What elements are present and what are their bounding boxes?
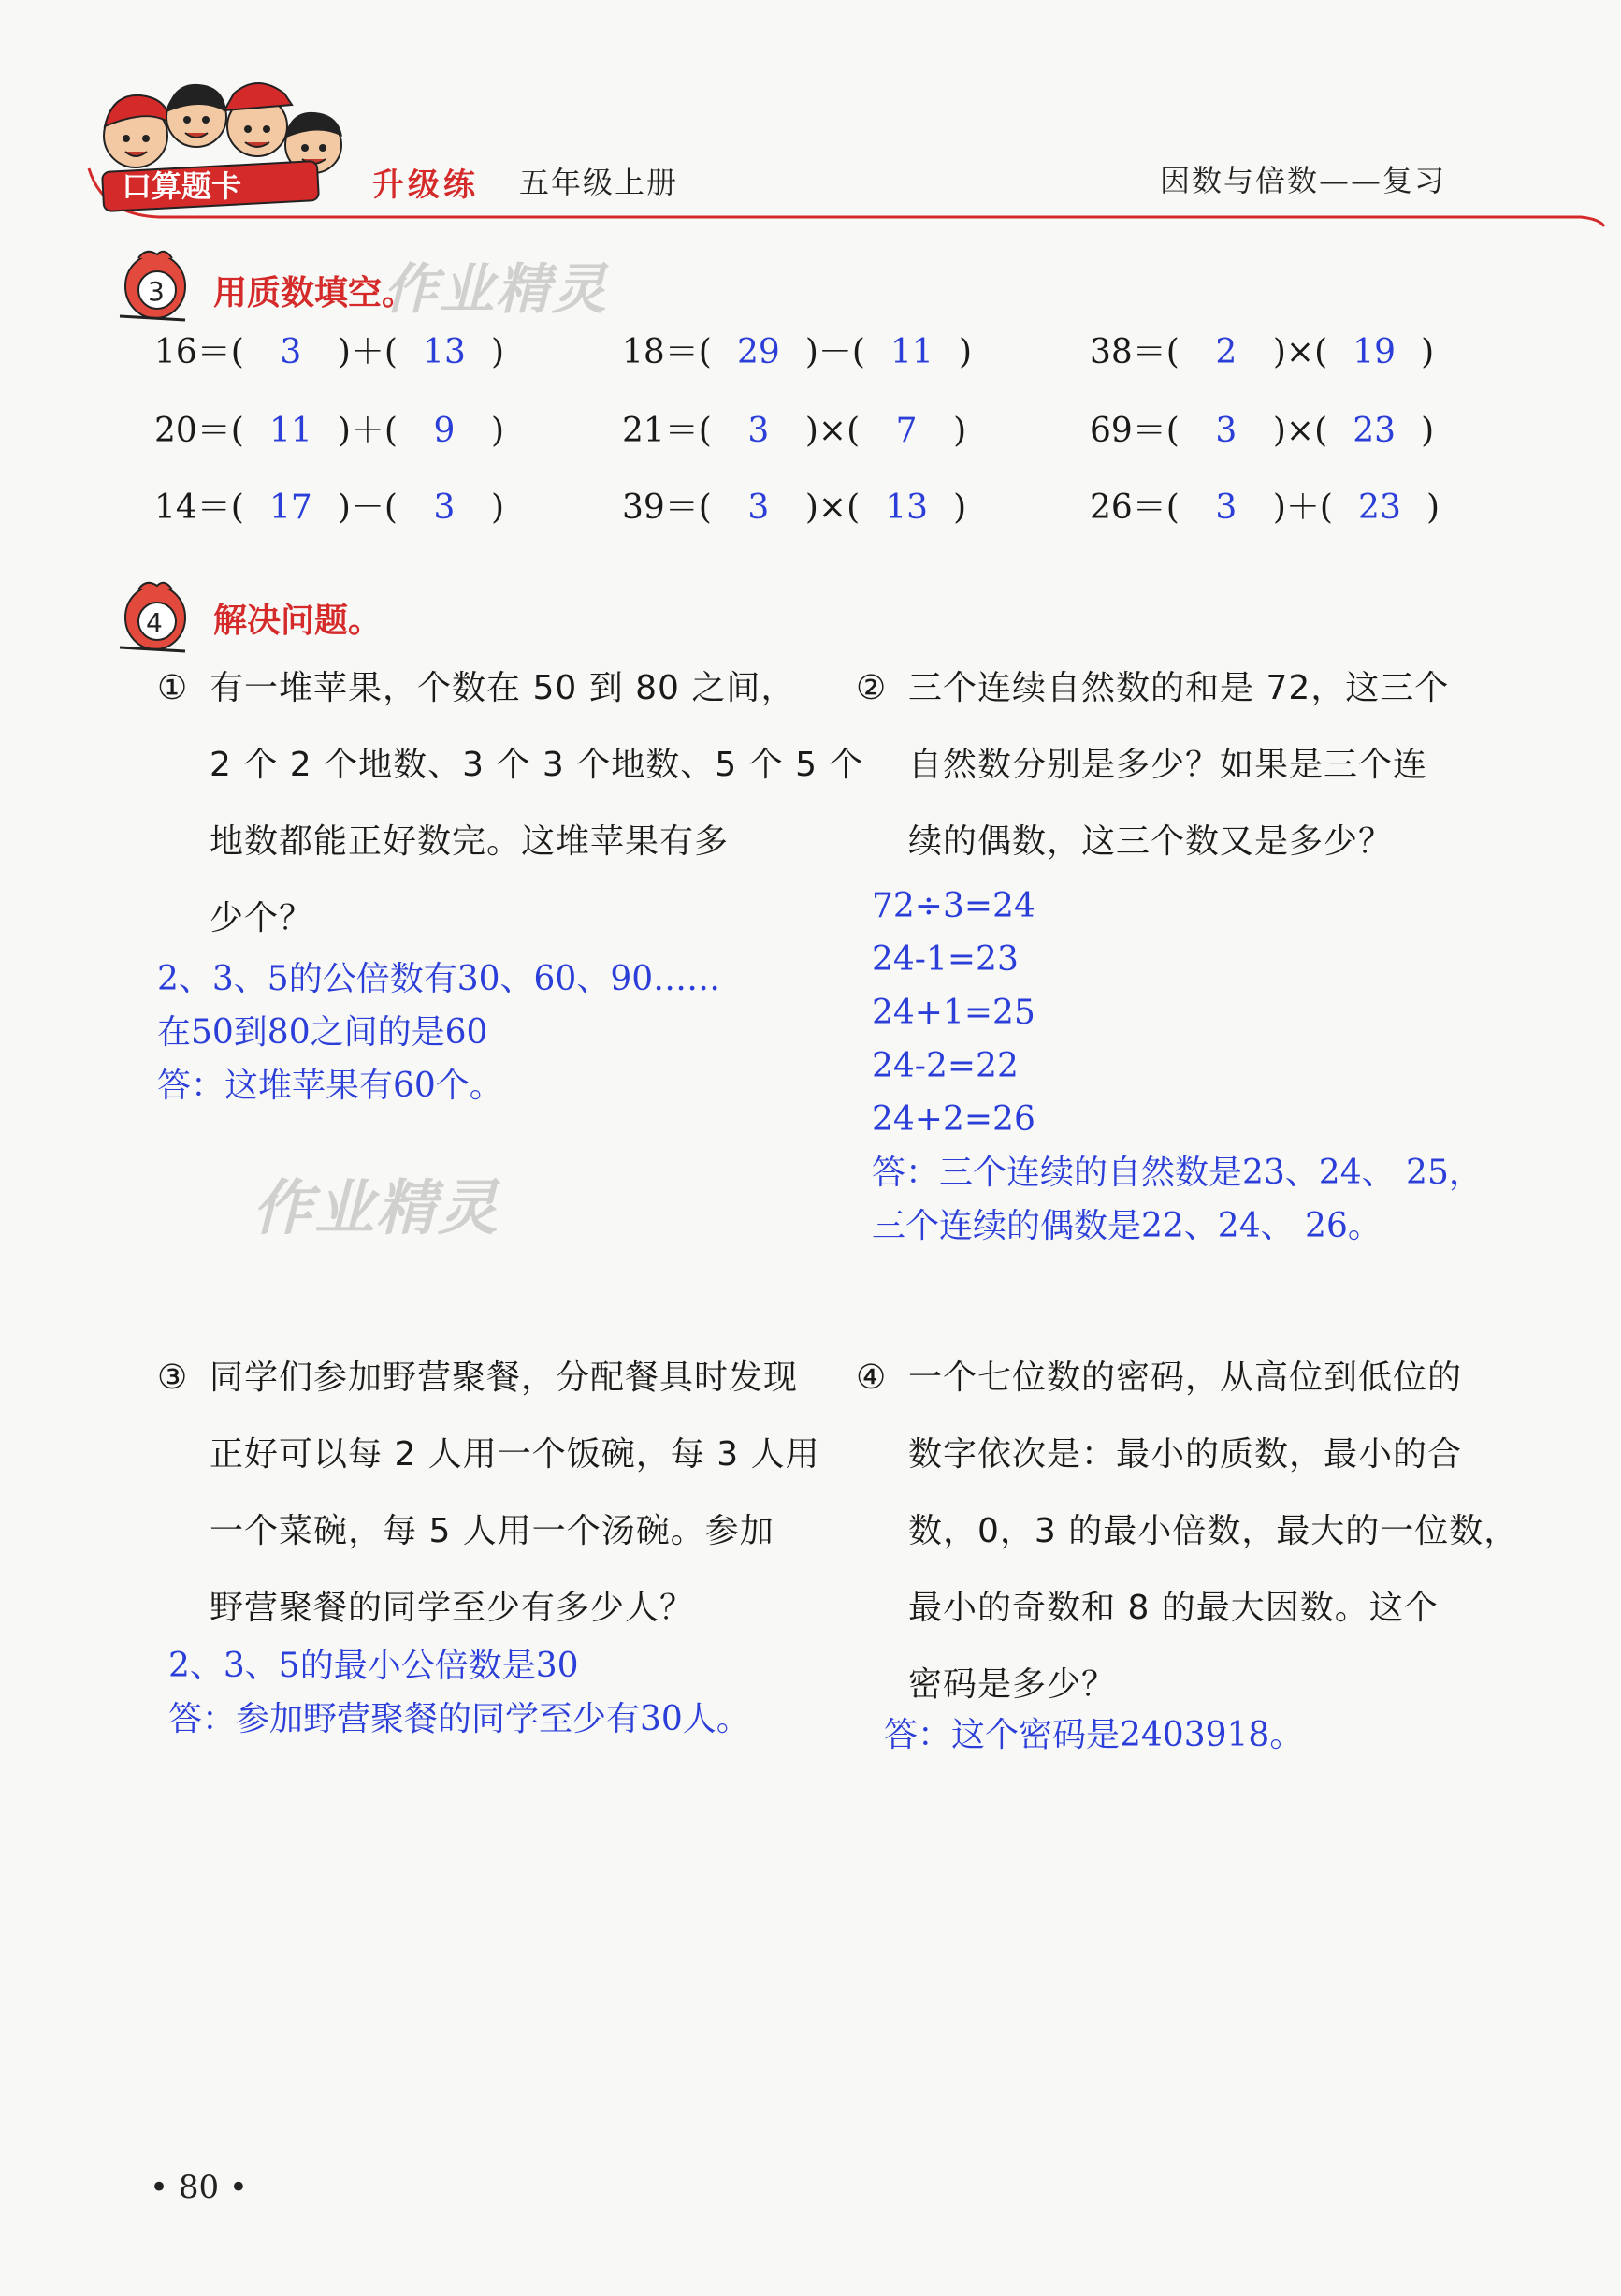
equation-blank-a: 17 — [268, 488, 312, 527]
problem-1-line-4: 少个？ — [210, 899, 314, 937]
equation-blank-a: 11 — [268, 412, 312, 450]
problem-1 — [157, 650, 864, 957]
equation-r3-c1 — [154, 485, 504, 531]
problem-4 — [856, 1340, 1567, 1723]
equation-close: ) — [490, 412, 504, 450]
problem-3-line-1: 同学们参加野营聚餐，分配餐具时发现 — [210, 1359, 799, 1397]
grade-label: 五年级上册 — [519, 165, 679, 200]
problem-3 — [157, 1340, 849, 1647]
problem-2-line-2: 自然数分别是多少？如果是三个连 — [908, 746, 1428, 784]
problem-2-answer — [872, 879, 1483, 1253]
chapter-topic: 因数与倍数——复习 — [1160, 163, 1447, 198]
problem-4-line-1: 一个七位数的密码，从高位到低位的 — [908, 1359, 1463, 1397]
problem-2-line-3: 续的偶数，这三个数又是多少？ — [908, 822, 1394, 861]
problem-1-answer-line-1: 2、3、5的公倍数有30、60、90…… — [157, 960, 721, 998]
equation-close: ) — [1426, 488, 1440, 527]
equation-blank-b: 7 — [895, 412, 918, 450]
section-4-bird-badge — [110, 573, 195, 657]
problem-4-answer — [884, 1708, 1303, 1762]
problem-3-line-4: 野营聚餐的同学至少有多少人？ — [210, 1589, 695, 1627]
equation-blank-a: 3 — [1215, 488, 1237, 527]
problem-1-line-2: 2 个 2 个地数、3 个 3 个地数、5 个 5 个 — [210, 746, 864, 784]
equation-r1-c1 — [154, 329, 504, 376]
equation-blank-b: 3 — [433, 488, 456, 527]
equation-blank-a: 3 — [1215, 412, 1237, 450]
page-number: • 80 • — [150, 2169, 248, 2206]
equation-operator: )×( — [1272, 412, 1328, 450]
kid-face-2 — [166, 84, 226, 147]
equation-blank-a: 29 — [736, 333, 780, 371]
equation-r3-c3 — [1090, 485, 1440, 531]
kid-face-3 — [224, 83, 292, 156]
problem-2-number: ② — [856, 669, 888, 707]
equation-r2-c2 — [622, 408, 966, 455]
equation-lhs: 21＝( — [622, 412, 712, 450]
problem-2 — [856, 650, 1567, 880]
problem-3-line-3: 一个菜碗，每 5 人用一个汤碗。参加 — [210, 1512, 774, 1550]
problem-2-answer-line-1: 72÷3=24 — [872, 887, 1035, 925]
section-4-title: 解决问题。 — [213, 602, 383, 640]
equation-lhs: 38＝( — [1090, 333, 1180, 371]
equation-lhs: 16＝( — [154, 333, 244, 371]
equation-close: ) — [953, 488, 967, 527]
equation-lhs: 69＝( — [1090, 412, 1180, 450]
equation-blank-a: 3 — [747, 488, 770, 527]
problem-2-answer-line-5: 24+2=26 — [872, 1100, 1035, 1139]
problem-1-line-3: 地数都能正好数完。这堆苹果有多 — [210, 822, 730, 861]
equation-blank-b: 11 — [890, 333, 934, 371]
equation-close: ) — [958, 333, 972, 371]
problem-2-answer-line-4: 24-2=22 — [872, 1047, 1019, 1085]
equation-operator: )－( — [337, 488, 398, 527]
equation-blank-b: 9 — [433, 412, 456, 450]
problem-4-line-2: 数字依次是：最小的质数，最小的合 — [908, 1435, 1463, 1474]
equation-lhs: 26＝( — [1090, 488, 1180, 527]
logo-text-banner — [102, 161, 319, 211]
equation-lhs: 18＝( — [622, 333, 712, 371]
problem-4-line-5: 密码是多少？ — [908, 1665, 1117, 1704]
problem-3-answer-line-1: 2、3、5的最小公倍数是30 — [168, 1647, 579, 1685]
equation-lhs: 39＝( — [622, 488, 712, 527]
equation-r2-c1 — [154, 408, 504, 455]
equation-blank-a: 3 — [280, 333, 302, 371]
problem-2-answer-line-3: 24+1=25 — [872, 994, 1035, 1032]
problem-1-line-1: 有一堆苹果，个数在 50 到 80 之间， — [210, 669, 796, 707]
equation-close: ) — [490, 333, 504, 371]
problem-2-answer-line-2: 24-1=23 — [872, 940, 1019, 979]
equation-blank-b: 13 — [885, 488, 929, 527]
equation-lhs: 14＝( — [154, 488, 244, 527]
logo-text: 口算题卡 — [122, 168, 242, 204]
problem-1-number: ① — [157, 669, 189, 707]
equation-r2-c3 — [1090, 408, 1434, 455]
equation-blank-a: 3 — [747, 412, 770, 450]
problem-3-answer-line-2: 答：参加野营聚餐的同学至少有30人。 — [168, 1700, 750, 1738]
section-3-title: 用质数填空。 — [213, 274, 416, 312]
equation-operator: )－( — [804, 333, 865, 371]
equation-close: ) — [1421, 333, 1435, 371]
equation-operator: )×( — [1272, 333, 1328, 371]
problem-4-line-4: 最小的奇数和 8 的最大因数。这个 — [908, 1589, 1439, 1627]
watermark-middle: 作业精灵 — [253, 1174, 499, 1243]
problem-2-answer-line-7: 三个连续的偶数是22、24、 26。 — [872, 1207, 1382, 1245]
problem-3-number: ③ — [157, 1359, 189, 1397]
equation-blank-b: 13 — [423, 333, 466, 371]
kids-logo-illustration — [84, 56, 365, 215]
equation-close: ) — [953, 412, 967, 450]
problem-4-line-3: 数，0，3 的最小倍数，最大的一位数， — [908, 1512, 1519, 1550]
problem-1-answer-line-3: 答：这堆苹果有60个。 — [157, 1067, 503, 1105]
problem-2-answer-line-6: 答：三个连续的自然数是23、24、 25， — [872, 1154, 1483, 1192]
equation-blank-b: 23 — [1358, 488, 1401, 527]
equation-operator: )×( — [804, 412, 861, 450]
section-3-bird-badge — [110, 241, 195, 326]
problem-3-answer — [168, 1639, 750, 1746]
section-4-number: 4 — [146, 607, 163, 638]
equation-r3-c2 — [622, 485, 966, 531]
equation-operator: )×( — [804, 488, 861, 527]
equation-close: ) — [490, 488, 504, 527]
equation-operator: )＋( — [337, 412, 398, 450]
series-brand: 升级练 — [372, 167, 479, 204]
equation-operator: )＋( — [337, 333, 398, 371]
problem-1-answer — [157, 952, 720, 1112]
equation-blank-b: 23 — [1353, 412, 1397, 450]
equation-close: ) — [1421, 412, 1435, 450]
equation-lhs: 20＝( — [154, 412, 244, 450]
section-3-number: 3 — [148, 276, 165, 307]
problem-1-answer-line-2: 在50到80之间的是60 — [157, 1013, 488, 1052]
equation-blank-a: 2 — [1215, 333, 1237, 371]
problem-4-number: ④ — [856, 1359, 888, 1397]
problem-2-line-1: 三个连续自然数的和是 72，这三个 — [908, 669, 1450, 707]
problem-3-line-2: 正好可以每 2 人用一个饭碗，每 3 人用 — [210, 1435, 820, 1474]
equation-r1-c2 — [622, 329, 972, 376]
equation-blank-b: 19 — [1353, 333, 1397, 371]
watermark-top: 作业精灵 — [384, 257, 609, 321]
problem-4-answer-line-1: 答：这个密码是2403918。 — [884, 1716, 1304, 1754]
equation-r1-c3 — [1090, 329, 1434, 376]
kid-face-1 — [104, 95, 170, 167]
equation-operator: )＋( — [1272, 488, 1333, 527]
